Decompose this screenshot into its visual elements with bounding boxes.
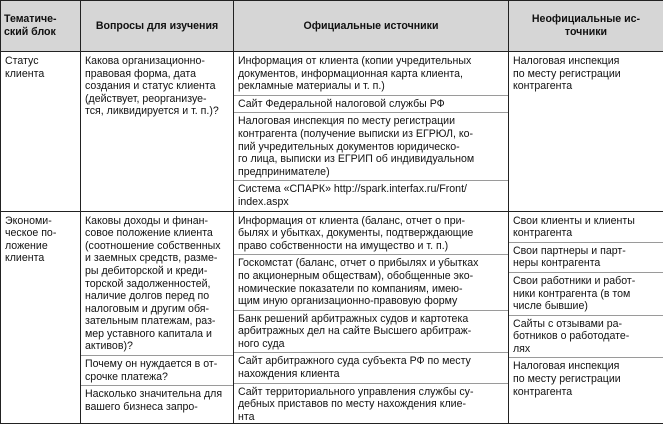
question-item: Какова организационно- правовая форма, дата создания и статус клиента (действует, реорганизуе- тся, ликвидируется и т. п.)? xyxy=(85,55,219,118)
official-source-item: Сайт Федеральной налоговой службы РФ xyxy=(238,97,445,110)
item-separator xyxy=(234,180,508,181)
unofficial-source-item: Свои работники и работ- ники контрагента (в том числе бывшие) xyxy=(513,274,636,313)
item-separator xyxy=(234,352,508,353)
table-row xyxy=(1,211,663,424)
cell-official xyxy=(234,52,509,212)
header-thematic-block xyxy=(1,1,81,52)
official-source-item: Налоговая инспекция по месту регистрации контрагента (получение выписки из ЕГРЮЛ, ко- пий учредительных документов юридическо- го лица, выписки из ЕГРИП об индивидуальном предпринимателе) xyxy=(238,115,475,178)
official-source-item: Банк решений арбитражных судов и картотека арбитражных дел на сайте Высшего арбитраж- ного суда xyxy=(238,312,472,350)
item-separator xyxy=(234,112,508,113)
cell-block xyxy=(1,52,81,212)
unofficial-source-item: Налоговая инспекция по месту регистрации контрагента xyxy=(513,55,621,93)
item-separator xyxy=(509,272,663,273)
unofficial-source-item: Налоговая инспекция по месту регистрации контрагента xyxy=(513,360,621,398)
item-separator xyxy=(509,242,663,243)
block-label: Экономи- ческое по- ложение клиента xyxy=(5,214,57,265)
cell-questions xyxy=(81,52,234,212)
item-separator xyxy=(234,383,508,384)
item-separator xyxy=(81,385,233,386)
cell-unofficial xyxy=(509,211,663,424)
item-separator xyxy=(234,254,508,255)
cell-unofficial xyxy=(509,52,663,212)
item-separator xyxy=(509,315,663,316)
question-item: Насколько значительна для вашего бизнеса запро- xyxy=(85,388,223,413)
header-questions xyxy=(81,1,234,52)
table-header-row xyxy=(1,1,663,52)
item-separator xyxy=(81,355,233,356)
header-text: Тематиче- ский блок xyxy=(4,13,57,38)
unofficial-source-item: Сайты с отзывами ра- ботников о работодате- лях xyxy=(513,317,630,355)
cell-official xyxy=(234,211,509,424)
block-label: Статус клиента xyxy=(5,55,45,80)
official-source-item: Информация от клиента (баланс, отчет о при- былях и убытках, документы, подтверждающие право собственности на имущество и т. п.) xyxy=(238,214,474,252)
question-item: Каковы доходы и финан- совое положение клиента (соотношение собственных и заемных средств, разме- ры дебиторской и креди- торской задолженностей, наличие долгов перед по налоговым и другим обя- зательным платежам, раз- мер уставного капитала и активов)? xyxy=(85,214,221,353)
item-separator xyxy=(509,357,663,358)
question-item: Почему он нуждается в от- срочке платежа? xyxy=(85,358,218,383)
header-official-sources xyxy=(234,1,509,52)
official-source-item: Госкомстат (баланс, отчет о прибылях и убытках по акционерным обществам), обобщенные эко- номические показатели по компаниям, имею- щим иную организационно-правовую форму xyxy=(238,257,479,308)
unofficial-source-item: Свои клиенты и клиенты контрагента xyxy=(513,214,635,240)
item-separator xyxy=(234,310,508,311)
item-separator xyxy=(234,95,508,96)
official-source-item: Информация от клиента (копии учредительных документов, информационная карта клиента, рекламные материалы и т. п.) xyxy=(238,55,472,93)
official-source-item: Сайт арбитражного суда субъекта РФ по месту нахождения клиента xyxy=(238,355,471,381)
header-text: Неофициальные ис- точники xyxy=(531,13,641,38)
cell-block xyxy=(1,211,81,424)
header-unofficial-sources xyxy=(509,1,663,52)
header-text: Официальные источники xyxy=(303,19,439,32)
cell-questions xyxy=(81,211,234,424)
table-row xyxy=(1,52,663,212)
official-source-item: Сайт территориального управления службы су- дебных приставов по месту нахождения клие- нта xyxy=(238,385,474,423)
unofficial-source-item: Свои партнеры и парт- неры контрагента xyxy=(513,244,626,270)
official-source-item: Система «СПАРК» http://spark.interfax.ru/Front/ index.aspx xyxy=(238,183,467,208)
header-text: Вопросы для изучения xyxy=(95,19,219,32)
